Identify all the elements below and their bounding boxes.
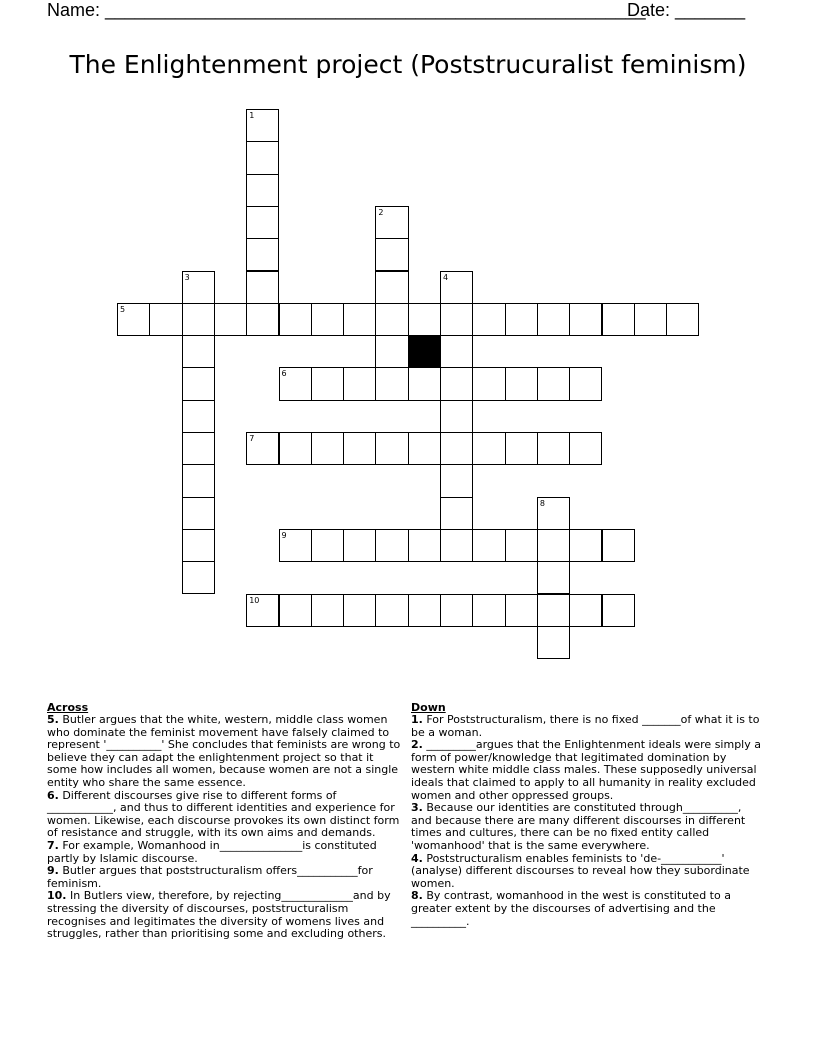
- answer-cell[interactable]: [311, 529, 344, 562]
- clue-number: 2.: [411, 738, 423, 752]
- date-field-label: Date: _______: [627, 0, 746, 20]
- answer-cell[interactable]: [311, 594, 344, 627]
- clue-number: 7.: [47, 838, 59, 852]
- answer-cell[interactable]: [666, 303, 699, 336]
- answer-cell[interactable]: [440, 594, 473, 627]
- cell-number: 7: [249, 434, 255, 443]
- answer-cell[interactable]: [537, 497, 570, 530]
- answer-cell[interactable]: [117, 303, 150, 336]
- answer-cell[interactable]: [472, 529, 505, 562]
- down-clue: [411, 890, 763, 928]
- answer-cell[interactable]: [440, 529, 473, 562]
- answer-cell[interactable]: [375, 367, 408, 400]
- answer-cell[interactable]: [214, 303, 247, 336]
- answer-cell[interactable]: [537, 561, 570, 594]
- answer-cell[interactable]: [375, 206, 408, 239]
- answer-cell[interactable]: [472, 303, 505, 336]
- answer-cell[interactable]: [182, 335, 215, 368]
- answer-cell[interactable]: [408, 432, 441, 465]
- clue-number: 5.: [47, 713, 59, 726]
- across-clues: [47, 701, 404, 941]
- answer-cell[interactable]: [343, 529, 376, 562]
- black-cell: [408, 335, 441, 368]
- cell-number: 8: [539, 498, 545, 508]
- answer-cell[interactable]: [182, 529, 215, 562]
- answer-cell[interactable]: [537, 367, 570, 400]
- cell-number: 1: [249, 111, 255, 120]
- answer-cell[interactable]: [343, 303, 376, 336]
- clue-number: 1.: [411, 713, 423, 726]
- answer-cell[interactable]: [602, 303, 635, 336]
- answer-cell[interactable]: [472, 594, 505, 627]
- answer-cell[interactable]: [440, 335, 473, 368]
- clue-text: Poststructuralism enables feminists to 'de-___________' (analyse) different discourses to reveal how they subordinate women.: [411, 851, 750, 890]
- answer-cell[interactable]: [246, 109, 279, 142]
- answer-cell[interactable]: [182, 561, 215, 594]
- answer-cell[interactable]: [569, 529, 602, 562]
- across-clue: [47, 714, 404, 790]
- clue-text: In Butlers view, therefore, by rejecting_____________and by stressing the diversity of discourses, poststructuralism recognises and legitimates the diversity of womens lives and struggles, rather than prioritising some and excluding others.: [47, 889, 391, 941]
- answer-cell[interactable]: [182, 303, 215, 336]
- answer-cell[interactable]: [408, 303, 441, 336]
- answer-cell[interactable]: [375, 238, 408, 271]
- answer-cell[interactable]: [537, 626, 570, 659]
- cell-number: 3: [184, 272, 190, 282]
- answer-cell[interactable]: [505, 367, 538, 400]
- answer-cell[interactable]: [440, 367, 473, 400]
- page-title: The Enlightenment project (Poststrucuralist feminism): [69, 50, 747, 79]
- clue-text: _________argues that the Enlightenment ideals were simply a form of power/knowledge that legitimated domination by western white middle class males. These supposedly universal ideals that claimed to apply to all humanity in reality excluded women and other oppressed groups.: [411, 738, 761, 802]
- answer-cell[interactable]: [246, 594, 279, 627]
- answer-cell[interactable]: [602, 594, 635, 627]
- answer-cell[interactable]: [246, 271, 279, 304]
- clue-text: By contrast, womanhood in the west is constituted to a greater extent by the discourses of advertising and the __________.: [411, 889, 731, 928]
- cell-number: 2: [378, 207, 384, 217]
- name-field-label: Name: ______________________________________________________: [47, 0, 646, 20]
- answer-cell[interactable]: [182, 400, 215, 433]
- answer-cell[interactable]: [408, 594, 441, 627]
- answer-cell[interactable]: [343, 432, 376, 465]
- answer-cell[interactable]: [537, 303, 570, 336]
- answer-cell[interactable]: [246, 303, 279, 336]
- answer-cell[interactable]: [311, 367, 344, 400]
- answer-cell[interactable]: [634, 303, 667, 336]
- clue-number: 10.: [47, 889, 67, 903]
- answer-cell[interactable]: [375, 303, 408, 336]
- answer-cell[interactable]: [537, 529, 570, 562]
- answer-cell[interactable]: [182, 464, 215, 497]
- answer-cell[interactable]: [279, 303, 312, 336]
- clue-number: 8.: [411, 889, 423, 903]
- answer-cell[interactable]: [505, 529, 538, 562]
- answer-cell[interactable]: [440, 400, 473, 433]
- answer-cell[interactable]: [505, 303, 538, 336]
- answer-cell[interactable]: [246, 238, 279, 271]
- answer-cell[interactable]: [569, 594, 602, 627]
- clue-text: For Poststructuralism, there is no fixed _______of what it is to be a woman.: [411, 713, 760, 739]
- answer-cell[interactable]: [375, 335, 408, 368]
- across-clue: [47, 890, 404, 940]
- answer-cell[interactable]: [408, 529, 441, 562]
- answer-cell[interactable]: [375, 529, 408, 562]
- cell-number: 5: [120, 304, 126, 314]
- cell-number: 9: [281, 530, 287, 540]
- answer-cell[interactable]: [149, 303, 182, 336]
- clue-text: Because our identities are constituted through__________, and because there are many different discourses in different times and cultures, there can be no fixed entity called 'womanhood' that is the same everywhere.: [411, 801, 746, 852]
- answer-cell[interactable]: [472, 367, 505, 400]
- answer-cell[interactable]: [440, 303, 473, 336]
- clue-number: 4.: [411, 851, 423, 865]
- answer-cell[interactable]: [343, 367, 376, 400]
- cell-number: 4: [443, 272, 449, 282]
- answer-cell[interactable]: [279, 594, 312, 627]
- down-clue: [411, 853, 763, 891]
- answer-cell[interactable]: [537, 594, 570, 627]
- down-clue: [411, 802, 763, 852]
- answer-cell[interactable]: [182, 432, 215, 465]
- clue-number: 9.: [47, 864, 59, 878]
- answer-cell[interactable]: [375, 594, 408, 627]
- answer-cell[interactable]: [569, 367, 602, 400]
- answer-cell[interactable]: [472, 432, 505, 465]
- answer-cell[interactable]: [408, 367, 441, 400]
- down-heading: Down: [411, 701, 446, 714]
- answer-cell[interactable]: [182, 497, 215, 530]
- answer-cell[interactable]: [279, 367, 312, 400]
- answer-cell[interactable]: [440, 497, 473, 530]
- answer-cell[interactable]: [440, 271, 473, 304]
- clue-text: Different discourses give rise to different forms of ____________, and thus to different identities and experience for women. Likewise, each discourse provokes its own distinct form of resistance and struggle, with its own aims and demands.: [47, 788, 400, 840]
- answer-cell[interactable]: [311, 432, 344, 465]
- down-clue: [411, 714, 763, 739]
- down-clue: [411, 739, 763, 802]
- answer-cell[interactable]: [440, 464, 473, 497]
- cell-number: 6: [281, 369, 287, 379]
- answer-cell[interactable]: [505, 432, 538, 465]
- answer-cell[interactable]: [279, 529, 312, 562]
- cell-number: 10: [249, 595, 260, 605]
- answer-cell[interactable]: [569, 303, 602, 336]
- across-clue: [47, 790, 404, 840]
- answer-cell[interactable]: [182, 271, 215, 304]
- clue-text: Butler argues that poststructuralism offers___________for feminism.: [47, 864, 373, 890]
- answer-cell[interactable]: [246, 141, 279, 174]
- answer-cell[interactable]: [602, 529, 635, 562]
- answer-cell[interactable]: [375, 432, 408, 465]
- clue-text: For example, Womanhood in_______________is constituted partly by Islamic discourse.: [47, 838, 377, 865]
- clue-number: 6.: [47, 788, 59, 802]
- answer-cell[interactable]: [246, 174, 279, 207]
- answer-cell[interactable]: [569, 432, 602, 465]
- clue-number: 3.: [411, 801, 423, 815]
- down-clues: [411, 701, 763, 928]
- answer-cell[interactable]: [505, 594, 538, 627]
- clue-text: Butler argues that the white, western, middle class women who dominate the feminist movement have falsely claimed to represent '__________' She concludes that feminists are wrong to believe they can adapt the enlightenment project so that it some how includes all women, because women are not a single entity who share the same essence.: [47, 713, 401, 789]
- answer-cell[interactable]: [246, 206, 279, 239]
- answer-cell[interactable]: [537, 432, 570, 465]
- answer-cell[interactable]: [246, 432, 279, 465]
- across-clue: [47, 840, 404, 865]
- answer-cell[interactable]: [375, 271, 408, 304]
- answer-cell[interactable]: [311, 303, 344, 336]
- answer-cell[interactable]: [279, 432, 312, 465]
- answer-cell[interactable]: [440, 432, 473, 465]
- answer-cell[interactable]: [343, 594, 376, 627]
- across-clue: [47, 865, 404, 890]
- answer-cell[interactable]: [182, 367, 215, 400]
- across-heading: Across: [47, 701, 89, 714]
